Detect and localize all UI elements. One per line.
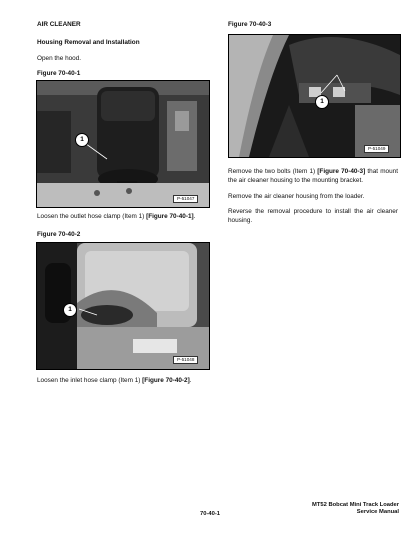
figure-70-40-3-label: Figure 70-40-3 xyxy=(228,21,272,28)
footer-model-line2: Service Manual xyxy=(356,509,399,516)
section-title: AIR CLEANER xyxy=(37,21,81,28)
figure-70-40-2-callout: 1 xyxy=(63,303,77,317)
step-outlet-clamp: Loosen the outlet hose clamp (Item 1) [Figure 70-40-1]. xyxy=(37,213,196,220)
page-number: 70-40-1 xyxy=(200,511,220,517)
figure-70-40-3-callout: 1 xyxy=(315,95,329,109)
step-reverse-procedure: Reverse the removal procedure to install the air cleaner housing. xyxy=(228,208,398,224)
figure-70-40-1-label: Figure 70-40-1 xyxy=(37,70,81,77)
figure-70-40-3-image xyxy=(229,35,400,157)
figure-70-40-3-photo-id: P-51049 xyxy=(364,145,389,153)
step-inlet-clamp: Loosen the inlet hose clamp (Item 1) [Figure 70-40-2]. xyxy=(37,377,192,384)
figure-70-40-2-photo xyxy=(36,242,210,370)
footer-model-line1: MT52 Bobcat Mini Track Loader xyxy=(312,502,399,508)
figure-ref-70-40-3: [Figure 70-40-3] xyxy=(317,168,366,175)
figure-70-40-1-photo xyxy=(36,80,210,208)
figure-ref-70-40-2: [Figure 70-40-2] xyxy=(142,377,190,384)
figure-70-40-2-photo-id: P-51048 xyxy=(173,356,198,364)
intro-text: Open the hood. xyxy=(37,55,82,62)
figure-70-40-3-photo xyxy=(228,34,401,158)
figure-70-40-1-callout: 1 xyxy=(75,133,89,147)
step-remove-housing: Remove the air cleaner housing from the loader. xyxy=(228,193,365,200)
figure-70-40-1-photo-id: P-51047 xyxy=(173,195,198,203)
step-remove-bolts: Remove the two bolts (Item 1) [Figure 70-40-3] that mount the air cleaner housing to the mounting bracket. xyxy=(228,168,398,184)
figure-70-40-1-image xyxy=(37,81,209,207)
figure-70-40-2-label: Figure 70-40-2 xyxy=(37,231,81,238)
footer-model xyxy=(270,502,399,517)
subsection-title: Housing Removal and Installation xyxy=(37,39,140,46)
figure-ref-70-40-1: [Figure 70-40-1] xyxy=(146,213,194,220)
